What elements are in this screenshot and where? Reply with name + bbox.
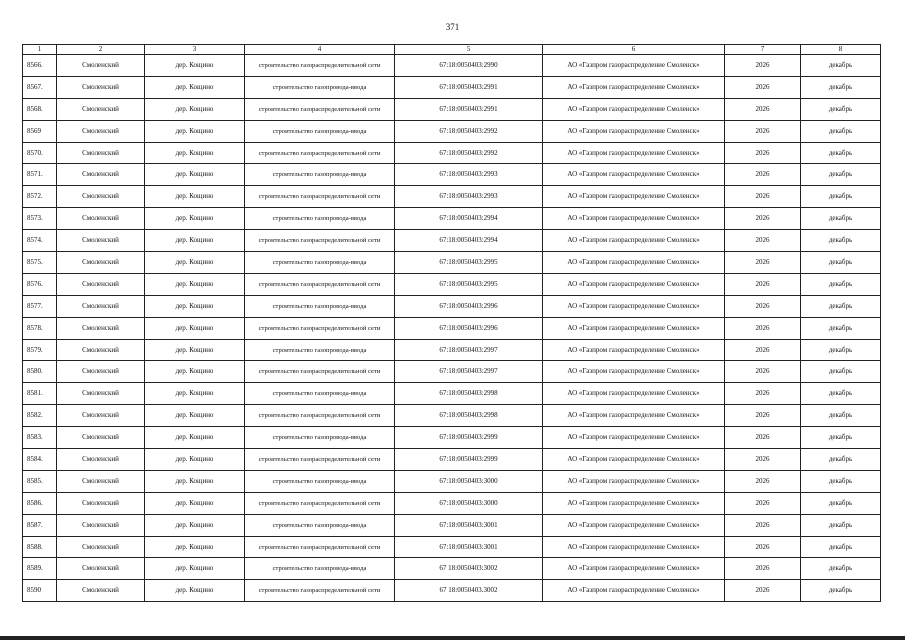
year-cell: 2026 (725, 383, 801, 405)
table-row (23, 427, 881, 449)
row-number: 8569 (23, 120, 57, 142)
work-type-cell: строительство газораспределительной сети (245, 142, 395, 164)
organization-cell: АО «Газпром газораспределение Смоленск» (543, 317, 725, 339)
row-number: 8579. (23, 339, 57, 361)
column-header-8: 8 (801, 45, 881, 55)
cadastral-number-cell: 67:18:0050403:2993 (395, 164, 543, 186)
month-cell: декабрь (801, 208, 881, 230)
year-cell: 2026 (725, 317, 801, 339)
organization-cell: АО «Газпром газораспределение Смоленск» (543, 164, 725, 186)
work-type-cell: строительство газораспределительной сети (245, 405, 395, 427)
work-type-cell: строительство газораспределительной сети (245, 361, 395, 383)
work-type-cell: строительство газопровода-ввода (245, 164, 395, 186)
work-type-cell: строительство газопровода-ввода (245, 120, 395, 142)
locality-cell: дер. Кощино (145, 208, 245, 230)
table-row (23, 208, 881, 230)
month-cell: декабрь (801, 405, 881, 427)
cadastral-number-cell: 67:18:0050403:2999 (395, 449, 543, 471)
locality-cell: дер. Кощино (145, 558, 245, 580)
month-cell: декабрь (801, 295, 881, 317)
district-cell: Смоленский (57, 252, 145, 274)
organization-cell: АО «Газпром газораспределение Смоленск» (543, 208, 725, 230)
month-cell: декабрь (801, 55, 881, 77)
page-number: 371 (445, 22, 460, 32)
cadastral-number-cell: 67:18:0050403:2992 (395, 120, 543, 142)
locality-cell: дер. Кощино (145, 164, 245, 186)
month-cell: декабрь (801, 449, 881, 471)
cadastral-number-cell: 67:18:0050403:3000 (395, 492, 543, 514)
locality-cell: дер. Кощино (145, 514, 245, 536)
year-cell: 2026 (725, 142, 801, 164)
table-row (23, 164, 881, 186)
work-type-cell: строительство газораспределительной сети (245, 230, 395, 252)
table-row (23, 361, 881, 383)
table-row (23, 55, 881, 77)
row-number: 8570. (23, 142, 57, 164)
work-type-cell: строительство газораспределительной сети (245, 98, 395, 120)
locality-cell: дер. Кощино (145, 427, 245, 449)
row-number: 8584. (23, 449, 57, 471)
organization-cell: АО «Газпром газораспределение Смоленск» (543, 361, 725, 383)
cadastral-number-cell: 67:18:0050403:2996 (395, 295, 543, 317)
year-cell: 2026 (725, 449, 801, 471)
page-bottom-edge (0, 636, 905, 640)
locality-cell: дер. Кощино (145, 470, 245, 492)
column-header-2: 2 (57, 45, 145, 55)
table-row (23, 120, 881, 142)
work-type-cell: строительство газораспределительной сети (245, 536, 395, 558)
month-cell: декабрь (801, 120, 881, 142)
year-cell: 2026 (725, 427, 801, 449)
year-cell: 2026 (725, 470, 801, 492)
month-cell: декабрь (801, 470, 881, 492)
year-cell: 2026 (725, 252, 801, 274)
month-cell: декабрь (801, 558, 881, 580)
row-number: 8590 (23, 580, 57, 602)
month-cell: декабрь (801, 252, 881, 274)
work-type-cell: строительство газораспределительной сети (245, 55, 395, 77)
month-cell: декабрь (801, 339, 881, 361)
column-header-1: 1 (23, 45, 57, 55)
month-cell: декабрь (801, 514, 881, 536)
locality-cell: дер. Кощино (145, 580, 245, 602)
cadastral-number-cell: 67:18:0050403:2999 (395, 427, 543, 449)
locality-cell: дер. Кощино (145, 492, 245, 514)
work-type-cell: строительство газораспределительной сети (245, 580, 395, 602)
locality-cell: дер. Кощино (145, 98, 245, 120)
cadastral-number-cell: 67:18:0050403:2997 (395, 339, 543, 361)
locality-cell: дер. Кощино (145, 55, 245, 77)
year-cell: 2026 (725, 230, 801, 252)
organization-cell: АО «Газпром газораспределение Смоленск» (543, 142, 725, 164)
table-header (23, 45, 881, 55)
cadastral-number-cell: 67:18:0050403:2995 (395, 252, 543, 274)
month-cell: декабрь (801, 186, 881, 208)
row-number: 8586. (23, 492, 57, 514)
district-cell: Смоленский (57, 55, 145, 77)
locality-cell: дер. Кощино (145, 361, 245, 383)
table-row (23, 186, 881, 208)
locality-cell: дер. Кощино (145, 383, 245, 405)
table-row (23, 252, 881, 274)
month-cell: декабрь (801, 536, 881, 558)
district-cell: Смоленский (57, 142, 145, 164)
row-number: 8583. (23, 427, 57, 449)
work-type-cell: строительство газопровода-ввода (245, 339, 395, 361)
table-row (23, 383, 881, 405)
column-header-3: 3 (145, 45, 245, 55)
work-type-cell: строительство газопровода-ввода (245, 208, 395, 230)
year-cell: 2026 (725, 405, 801, 427)
month-cell: декабрь (801, 230, 881, 252)
work-type-cell: строительство газопровода-ввода (245, 514, 395, 536)
work-type-cell: строительство газопровода-ввода (245, 383, 395, 405)
organization-cell: АО «Газпром газораспределение Смоленск» (543, 427, 725, 449)
district-cell: Смоленский (57, 383, 145, 405)
cadastral-number-cell: 67:18:0050403:2993 (395, 186, 543, 208)
district-cell: Смоленский (57, 208, 145, 230)
work-type-cell: строительство газораспределительной сети (245, 317, 395, 339)
month-cell: декабрь (801, 492, 881, 514)
month-cell: декабрь (801, 383, 881, 405)
month-cell: декабрь (801, 142, 881, 164)
month-cell: декабрь (801, 317, 881, 339)
district-cell: Смоленский (57, 98, 145, 120)
locality-cell: дер. Кощино (145, 120, 245, 142)
table-row (23, 492, 881, 514)
table-row (23, 558, 881, 580)
organization-cell: АО «Газпром газораспределение Смоленск» (543, 383, 725, 405)
row-number: 8567. (23, 76, 57, 98)
table-body (23, 55, 881, 602)
district-cell: Смоленский (57, 120, 145, 142)
column-header-7: 7 (725, 45, 801, 55)
cadastral-number-cell: 67:18:0050403:3001 (395, 536, 543, 558)
year-cell: 2026 (725, 361, 801, 383)
month-cell: декабрь (801, 580, 881, 602)
locality-cell: дер. Кощино (145, 230, 245, 252)
district-cell: Смоленский (57, 339, 145, 361)
district-cell: Смоленский (57, 427, 145, 449)
row-number: 8571. (23, 164, 57, 186)
table-row (23, 317, 881, 339)
work-type-cell: строительство газопровода-ввода (245, 76, 395, 98)
locality-cell: дер. Кощино (145, 186, 245, 208)
row-number: 8572. (23, 186, 57, 208)
table-row (23, 295, 881, 317)
registry-table (22, 44, 881, 602)
district-cell: Смоленский (57, 580, 145, 602)
table-row (23, 230, 881, 252)
row-number: 8589. (23, 558, 57, 580)
organization-cell: АО «Газпром газораспределение Смоленск» (543, 514, 725, 536)
district-cell: Смоленский (57, 536, 145, 558)
row-number: 8585. (23, 470, 57, 492)
row-number: 8582. (23, 405, 57, 427)
district-cell: Смоленский (57, 514, 145, 536)
cadastral-number-cell: 67:18:0050403:2998 (395, 405, 543, 427)
column-header-4: 4 (245, 45, 395, 55)
organization-cell: АО «Газпром газораспределение Смоленск» (543, 558, 725, 580)
organization-cell: АО «Газпром газораспределение Смоленск» (543, 230, 725, 252)
work-type-cell: строительство газопровода-ввода (245, 427, 395, 449)
district-cell: Смоленский (57, 164, 145, 186)
table-row (23, 98, 881, 120)
year-cell: 2026 (725, 558, 801, 580)
table-row (23, 339, 881, 361)
row-number: 8575. (23, 252, 57, 274)
year-cell: 2026 (725, 514, 801, 536)
organization-cell: АО «Газпром газораспределение Смоленск» (543, 186, 725, 208)
organization-cell: АО «Газпром газораспределение Смоленск» (543, 492, 725, 514)
year-cell: 2026 (725, 339, 801, 361)
district-cell: Смоленский (57, 230, 145, 252)
table-row (23, 514, 881, 536)
row-number: 8578. (23, 317, 57, 339)
locality-cell: дер. Кощино (145, 449, 245, 471)
table-row (23, 405, 881, 427)
header-row (23, 45, 881, 55)
work-type-cell: строительство газопровода-ввода (245, 558, 395, 580)
district-cell: Смоленский (57, 186, 145, 208)
cadastral-number-cell: 67:18:0050403:3001 (395, 514, 543, 536)
organization-cell: АО «Газпром газораспределение Смоленск» (543, 580, 725, 602)
table-row (23, 273, 881, 295)
cadastral-number-cell: 67:18:0050403:2998 (395, 383, 543, 405)
year-cell: 2026 (725, 120, 801, 142)
organization-cell: АО «Газпром газораспределение Смоленск» (543, 252, 725, 274)
locality-cell: дер. Кощино (145, 252, 245, 274)
cadastral-number-cell: 67:18:0050403:2994 (395, 208, 543, 230)
year-cell: 2026 (725, 55, 801, 77)
year-cell: 2026 (725, 536, 801, 558)
cadastral-number-cell: 67:18:0050403:2991 (395, 98, 543, 120)
work-type-cell: строительство газораспределительной сети (245, 492, 395, 514)
work-type-cell: строительство газопровода-ввода (245, 252, 395, 274)
organization-cell: АО «Газпром газораспределение Смоленск» (543, 405, 725, 427)
cadastral-number-cell: 67:18:0050403:2997 (395, 361, 543, 383)
year-cell: 2026 (725, 186, 801, 208)
month-cell: декабрь (801, 273, 881, 295)
organization-cell: АО «Газпром газораспределение Смоленск» (543, 449, 725, 471)
year-cell: 2026 (725, 208, 801, 230)
district-cell: Смоленский (57, 558, 145, 580)
organization-cell: АО «Газпром газораспределение Смоленск» (543, 470, 725, 492)
cadastral-number-cell: 67:18:0050403:2994 (395, 230, 543, 252)
year-cell: 2026 (725, 273, 801, 295)
work-type-cell: строительство газораспределительной сети (245, 449, 395, 471)
district-cell: Смоленский (57, 273, 145, 295)
organization-cell: АО «Газпром газораспределение Смоленск» (543, 120, 725, 142)
organization-cell: АО «Газпром газораспределение Смоленск» (543, 536, 725, 558)
row-number: 8574. (23, 230, 57, 252)
table-row (23, 536, 881, 558)
row-number: 8577. (23, 295, 57, 317)
work-type-cell: строительство газораспределительной сети (245, 273, 395, 295)
table-row (23, 470, 881, 492)
year-cell: 2026 (725, 164, 801, 186)
cadastral-number-cell: 67:18:0050403:2992 (395, 142, 543, 164)
year-cell: 2026 (725, 492, 801, 514)
district-cell: Смоленский (57, 361, 145, 383)
work-type-cell: строительство газопровода-ввода (245, 470, 395, 492)
month-cell: декабрь (801, 98, 881, 120)
organization-cell: АО «Газпром газораспределение Смоленск» (543, 76, 725, 98)
column-header-5: 5 (395, 45, 543, 55)
district-cell: Смоленский (57, 449, 145, 471)
column-header-6: 6 (543, 45, 725, 55)
locality-cell: дер. Кощино (145, 536, 245, 558)
year-cell: 2026 (725, 580, 801, 602)
month-cell: декабрь (801, 76, 881, 98)
year-cell: 2026 (725, 98, 801, 120)
table-row (23, 76, 881, 98)
work-type-cell: строительство газораспределительной сети (245, 186, 395, 208)
district-cell: Смоленский (57, 295, 145, 317)
district-cell: Смоленский (57, 405, 145, 427)
year-cell: 2026 (725, 295, 801, 317)
row-number: 8566. (23, 55, 57, 77)
row-number: 8581. (23, 383, 57, 405)
month-cell: декабрь (801, 427, 881, 449)
row-number: 8580. (23, 361, 57, 383)
cadastral-number-cell: 67:18:0050403:2995 (395, 273, 543, 295)
locality-cell: дер. Кощино (145, 142, 245, 164)
district-cell: Смоленский (57, 492, 145, 514)
district-cell: Смоленский (57, 317, 145, 339)
month-cell: декабрь (801, 361, 881, 383)
locality-cell: дер. Кощино (145, 405, 245, 427)
work-type-cell: строительство газопровода-ввода (245, 295, 395, 317)
row-number: 8576. (23, 273, 57, 295)
district-cell: Смоленский (57, 470, 145, 492)
organization-cell: АО «Газпром газораспределение Смоленск» (543, 339, 725, 361)
organization-cell: АО «Газпром газораспределение Смоленск» (543, 98, 725, 120)
cadastral-number-cell: 67:18:0050403:2990 (395, 55, 543, 77)
locality-cell: дер. Кощино (145, 339, 245, 361)
row-number: 8568. (23, 98, 57, 120)
cadastral-number-cell: 67:18:0050403:3000 (395, 470, 543, 492)
organization-cell: АО «Газпром газораспределение Смоленск» (543, 273, 725, 295)
organization-cell: АО «Газпром газораспределение Смоленск» (543, 295, 725, 317)
organization-cell: АО «Газпром газораспределение Смоленск» (543, 55, 725, 77)
row-number: 8587. (23, 514, 57, 536)
month-cell: декабрь (801, 164, 881, 186)
cadastral-number-cell: 67:18:0050403:2996 (395, 317, 543, 339)
row-number: 8588. (23, 536, 57, 558)
locality-cell: дер. Кощино (145, 76, 245, 98)
year-cell: 2026 (725, 76, 801, 98)
table-row (23, 142, 881, 164)
district-cell: Смоленский (57, 76, 145, 98)
row-number: 8573. (23, 208, 57, 230)
table-row (23, 449, 881, 471)
locality-cell: дер. Кощино (145, 273, 245, 295)
cadastral-number-cell: 67:18:0050403:2991 (395, 76, 543, 98)
locality-cell: дер. Кощино (145, 295, 245, 317)
table-row (23, 580, 881, 602)
locality-cell: дер. Кощино (145, 317, 245, 339)
cadastral-number-cell: 67 18:0050403:3002 (395, 558, 543, 580)
cadastral-number-cell: 67 18:0050403.3002 (395, 580, 543, 602)
